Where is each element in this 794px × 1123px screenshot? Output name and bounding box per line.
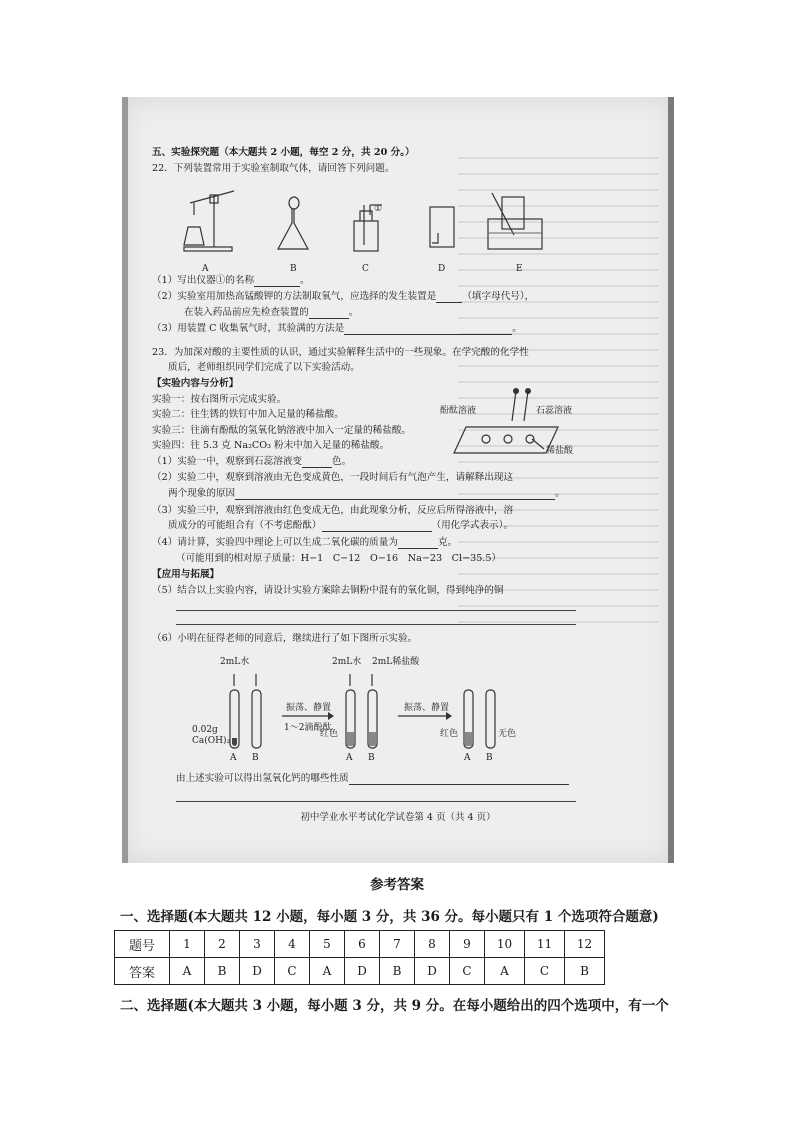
spot-plate-figure: [440, 387, 610, 459]
question-number: 4: [275, 931, 310, 958]
label-b2: B: [368, 753, 375, 763]
q22-part-3: （3）用装置 C 收集氧气时，其验满的方法是 。: [152, 323, 522, 334]
answer-key: A: [170, 958, 205, 985]
answer-line: [176, 610, 576, 611]
answer-key: C: [450, 958, 485, 985]
label-d: D: [438, 264, 446, 274]
label-a2: A: [346, 753, 353, 763]
plate-label-phenolphthalein: 酚酞溶液: [440, 406, 477, 416]
q22-part-2-cont: 在装入药品前应先检查装置的 。: [184, 307, 359, 318]
atomic-masses: （可能用到的相对原子质量：H−1 C−12 O−16 Na−23 Cl−35.5）: [176, 553, 502, 564]
question-number: 7: [380, 931, 415, 958]
answer-key: D: [345, 958, 380, 985]
scan-left-edge: [122, 97, 128, 863]
answer-key: D: [415, 958, 450, 985]
test-tube-figure: [192, 652, 522, 767]
section-2-heading: 二、选择题(本大题共 3 小题，每小题 3 分，共 9 分。在每小题给出的四个选项中，有一个: [120, 998, 669, 1014]
label-2ml-water: 2mL水: [220, 657, 250, 667]
label-c: C: [362, 264, 369, 274]
label-b: B: [290, 264, 297, 274]
label-a: A: [202, 264, 209, 274]
label-red-2: 红色: [440, 729, 459, 739]
label-mass: 0.02g: [192, 725, 218, 735]
apparatus-e-trough: [488, 193, 542, 249]
label-colorless: 无色: [498, 729, 517, 739]
heading-analysis: 【实验内容与分析】: [152, 378, 239, 389]
table-row: [115, 958, 605, 985]
label-a3: A: [464, 753, 471, 763]
exp3: 实验三：往滴有酚酞的氢氧化钠溶液中加入一定量的稀盐酸。: [152, 425, 412, 436]
label-red-1: 红色: [320, 729, 339, 739]
answer-key: B: [380, 958, 415, 985]
answer-key: A: [485, 958, 525, 985]
answer-key: C: [275, 958, 310, 985]
row-header-question: 题号: [115, 931, 170, 958]
label-a1: A: [230, 753, 237, 763]
apparatus-a-stand: [184, 191, 234, 251]
q23-part-4: （4）请计算，实验四中理论上可以生成二氧化碳的质量为 克。: [152, 537, 458, 548]
answer-key: B: [565, 958, 605, 985]
answers-title: 参考答案: [370, 877, 424, 893]
question-number: 1: [170, 931, 205, 958]
question-number: 12: [565, 931, 605, 958]
question-number: 9: [450, 931, 485, 958]
exp2: 实验二：往生锈的铁钉中加入足量的稀盐酸。: [152, 409, 344, 420]
section-5-heading: 五、实验探究题（本大题共 2 小题，每空 2 分，共 20 分。）: [152, 147, 415, 158]
circle-one-label: ①: [374, 204, 383, 214]
question-number: 3: [240, 931, 275, 958]
apparatus-b-flask: [278, 197, 308, 249]
answer-key: D: [240, 958, 275, 985]
answer-key: B: [205, 958, 240, 985]
q22-part-2: （2）实验室用加热高锰酸钾的方法制取氧气，应选择的发生装置是 （填字母代号），: [152, 291, 535, 302]
q23-part-2: （2）实验二中，观察到溶液由无色变成黄色，一段时间后有气泡产生，请解释出现这: [152, 472, 514, 483]
q23-part-6-prompt: 由上述实验可以得出氢氧化钙的哪些性质: [176, 773, 569, 785]
q23-stem-line2: 质后，老师组织同学们完成了以下实验活动。: [168, 362, 360, 373]
q23-stem-line1: 23．为加深对酸的主要性质的认识，通过实验解释生活中的一些现象。在学完酸的化学性: [152, 347, 529, 358]
label-caoh2: Ca(OH)₂: [192, 736, 231, 746]
question-number: 11: [525, 931, 565, 958]
label-b1: B: [252, 753, 259, 763]
question-number: 10: [485, 931, 525, 958]
question-number: 6: [345, 931, 380, 958]
row-header-answer: 答案: [115, 958, 170, 985]
q23-part-1: （1）实验一中，观察到石蕊溶液变 色。: [152, 456, 352, 467]
label-shake-2: 振荡、静置: [404, 703, 450, 713]
label-2ml-acid: 2mL稀盐酸: [372, 657, 420, 667]
scanned-exam-page: [122, 97, 674, 863]
section-1-heading: 一、选择题(本大题共 12 小题，每小题 3 分，共 36 分。每小题只有 1 个选项符合题意): [120, 909, 659, 925]
q23-part-3: （3）实验三中，观察到溶液由红色变成无色，由此现象分析，反应后所得溶液中，溶: [152, 505, 514, 516]
q23-part-3-cont: 质成分的可能组合有（不考虑酚酞） （用化学式表示）。: [168, 520, 514, 531]
question-number: 8: [415, 931, 450, 958]
answer-line: [176, 624, 576, 625]
q23-part-5: （5）结合以上实验内容，请设计实验方案除去铜粉中混有的氧化铜，得到纯净的铜: [152, 585, 504, 596]
plate-label-litmus: 石蕊溶液: [536, 406, 573, 416]
apparatus-d-bottle: [430, 207, 454, 247]
answer-key: C: [525, 958, 565, 985]
apparatus-figure: [162, 185, 572, 275]
label-b3: B: [486, 753, 493, 763]
table-row: [115, 931, 605, 958]
question-22-stem: 22．下列装置常用于实验室制取气体，请回答下列问题。: [152, 163, 395, 174]
q23-part-6: （6）小明在征得老师的同意后，继续进行了如下图所示实验。: [152, 633, 418, 644]
question-number: 2: [205, 931, 240, 958]
label-shake-1: 振荡、静置: [286, 703, 332, 713]
label-e: E: [516, 264, 523, 274]
question-number: 5: [310, 931, 345, 958]
exp1: 实验一：按右图所示完成实验。: [152, 394, 287, 405]
q22-part-1: （1）写出仪器①的名称 。: [152, 275, 310, 286]
label-2ml-water-2: 2mL水: [332, 657, 362, 667]
scan-right-edge: [668, 97, 674, 863]
answer-line: [176, 801, 576, 802]
answer-key-table: [114, 930, 605, 985]
plate-label-acid: 稀盐酸: [546, 446, 574, 456]
answer-key: A: [310, 958, 345, 985]
heading-extension: 【应用与拓展】: [152, 569, 220, 580]
q23-part-2-cont: 两个现象的原因 。: [168, 488, 565, 499]
scan-page-footer: 初中学业水平考试化学试卷第 4 页（共 4 页）: [300, 812, 496, 823]
label-phenol-drops: 1～2滴酚酞: [284, 723, 332, 733]
exp4: 实验四：往 5.3 克 Na₂CO₃ 粉末中加入足量的稀盐酸。: [152, 440, 390, 451]
